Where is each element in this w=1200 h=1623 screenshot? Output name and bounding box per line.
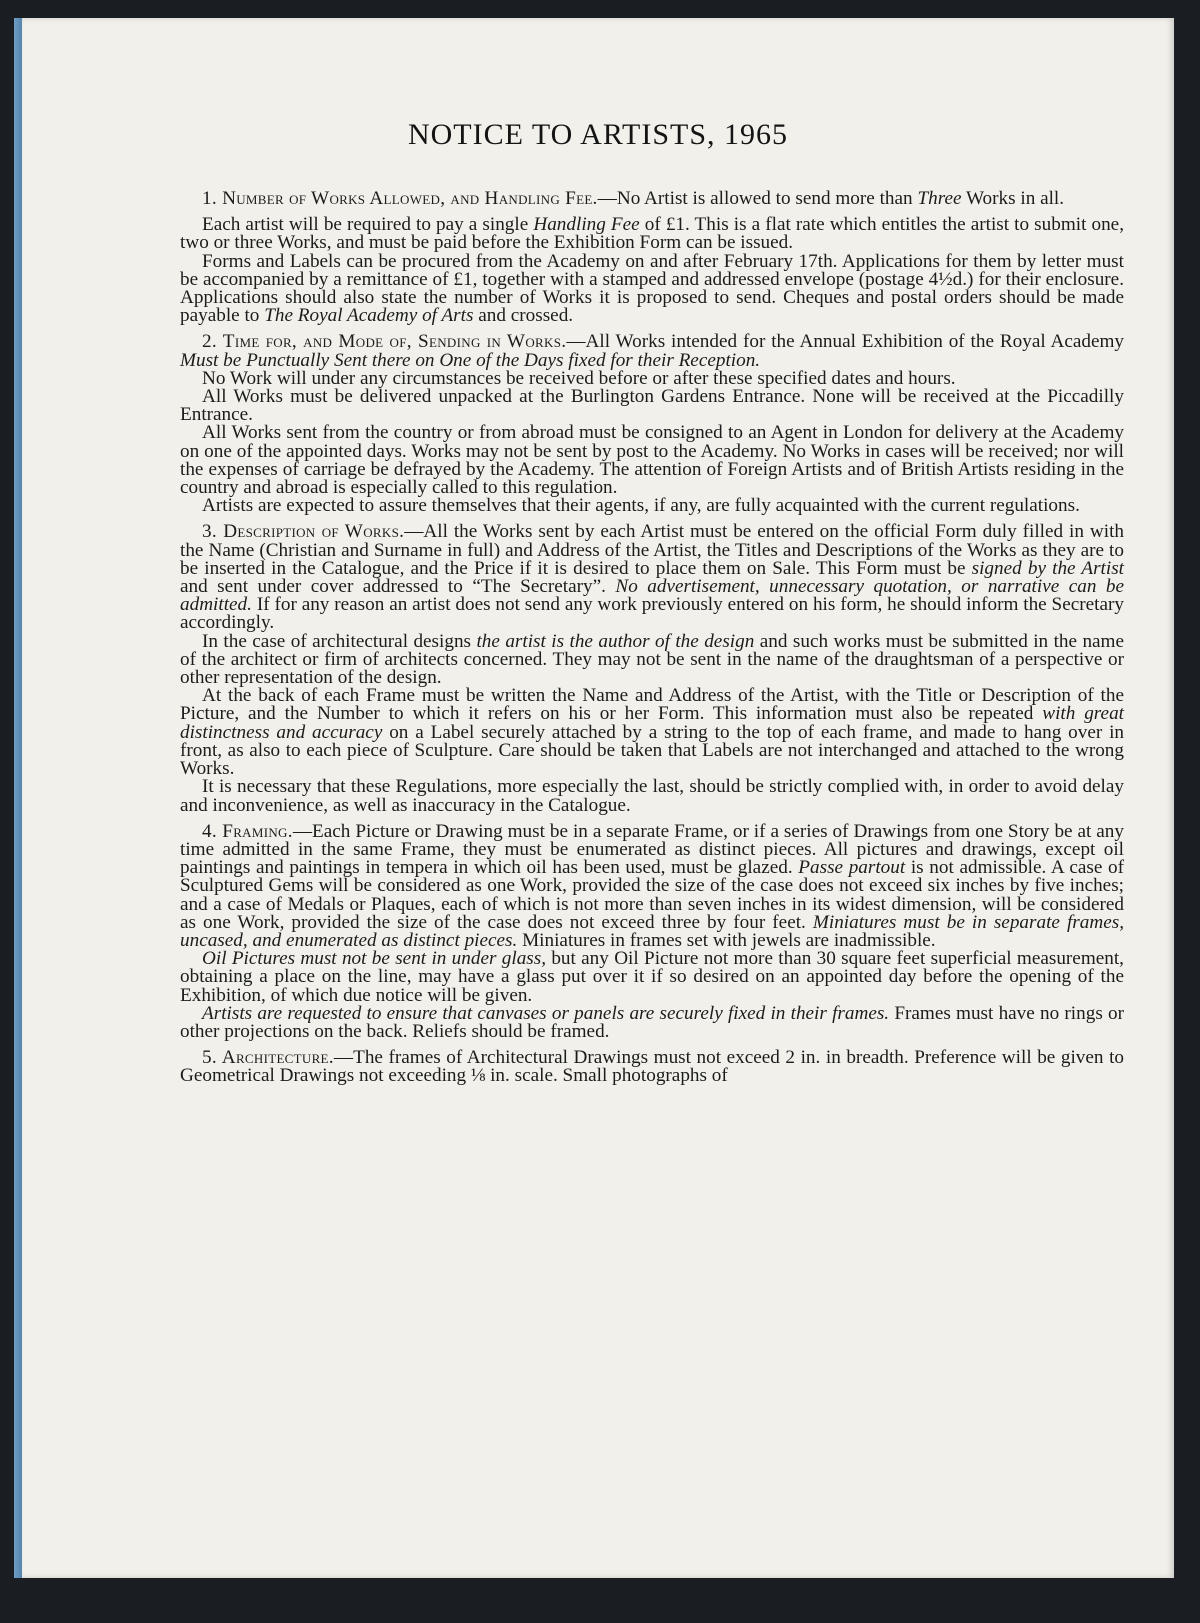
section-2-paragraph-1: 2. Time for, and Mode of, Sending in Works.—All Works intended for the Annual Exhibition of the Royal Academy Must be Punctually Sent there on One of the Days fixed for their Reception. <box>180 331 1125 371</box>
section-2-heading: 2. Time for, and Mode of, Sending in Works. <box>202 331 567 353</box>
section-1-paragraph-1: 1. Number of Works Allowed, and Handling Fee.—No Artist is allowed to send more than Three Works in all. <box>202 188 1065 209</box>
section-1-paragraph-2: Each artist will be required to pay a single Handling Fee of £1. This is a flat rate which entitles the artist to submit one, two or three Works, and must be paid before the Exhibition Form can be issued. <box>180 214 1124 254</box>
section-3-paragraph-3: At the back of each Frame must be written the Name and Address of the Artist, with the Title or Description of the Picture, and the Number to which it refers on his or her Form. This information must also be repeated with great distinctness and accuracy on a Label securely attached by a string to the top of each frame, and made to hang over in front, as also to each piece of Sculpture. Care should be taken that Labels are not interchanged and attached to the wrong Works. <box>180 685 1125 780</box>
section-2-paragraph-5: Artists are expected to assure themselves that their agents, if any, are fully acquainted with the current regulations. <box>202 495 1080 517</box>
section-1-paragraph-3: Forms and Labels can be procured from the Academy on and after February 17th. Applications for them by letter must be accompanied by a remittance of £1, together with a stamped and addressed envelope (postage 4½d.) for their enclosure. Applications should also state the number of Works it is proposed to send. Cheques and postal orders should be made payable to The Royal Academy of Arts and crossed. <box>180 250 1124 327</box>
section-2-paragraph-3: All Works must be delivered unpacked at the Burlington Gardens Entrance. None will be received at the Piccadilly Entrance. <box>180 386 1124 426</box>
section-4-paragraph-2: Oil Pictures must not be sent in under glass, but any Oil Picture not more than 30 square feet superficial measurement, obtaining a place on the line, may have a glass put over it if so desired on an appointed day before the opening of the Exhibition, of which due notice will be given. <box>180 948 1124 1006</box>
section-1-heading: 1. Number of Works Allowed, and Handling Fee. <box>202 188 598 209</box>
section-5-paragraph-1: 5. Architecture.—The frames of Architectural Drawings must not exceed 2 in. in breadth. Preference will be given to Geometrical Drawings not exceeding ⅛ in. scale. Small photographs of <box>180 1047 1124 1087</box>
section-3-paragraph-1: 3. Description of Works.—All the Works sent by each Artist must be entered on the official Form duly filled in with the Name (Christian and Surname in full) and Address of the Artist, the Titles and Descriptions of the Works as they are to be inserted in the Catalogue, and the Price if it is desired to place them on Sale. This Form must be signed by the Artist and sent under cover addressed to “The Secretary”. No advertisement, unnecessary quotation, or narrative can be admitted. If for any reason an artist does not send any work previously entered on his form, he should inform the Secretary accordingly. <box>180 521 1125 634</box>
section-4-paragraph-3: Artists are requested to ensure that canvases or panels are securely fixed in their frames. Frames must have no rings or other projections on the back. Reliefs should be framed. <box>180 1002 1124 1042</box>
section-2-paragraph-4: All Works sent from the country or from abroad must be consigned to an Agent in London for delivery at the Academy on one of the appointed days. Works may not be sent by post to the Academy. No Works in cases will be received; nor will the expenses of carriage be defrayed by the Academy. The attention of Foreign Artists and of British Artists residing in the country and abroad is especially called to this regulation. <box>180 422 1124 499</box>
document-page <box>22 18 1174 1578</box>
section-4-heading: 4. Framing. <box>202 820 293 842</box>
section-4-paragraph-1: 4. Framing.—Each Picture or Drawing must be in a separate Frame, or if a series of Drawings from one Story be at any time admitted in the same Frame, they must be enumerated as distinct pieces. All pictures and drawings, except oil paintings and paintings in tempera in which oil has been used, must be glazed. Passe partout is not admissible. A case of Sculptured Gems will be considered as one Work, provided the size of the case does not exceed six inches by five inches; and a case of Medals or Plaques, each of which is not more than seven inches in its widest dimension, will be considered as one Work, provided the size of the case does not exceed three by four feet. Miniatures must be in separate frames, uncased, and enumerated as distinct pieces. Miniatures in frames set with jewels are inadmissible. <box>180 820 1124 951</box>
section-3-paragraph-4: It is necessary that these Regulations, more especially the last, should be strictly complied with, in order to avoid delay and inconvenience, as well as inaccuracy in the Catalogue. <box>180 776 1124 816</box>
section-5-heading: 5. Architecture. <box>202 1047 334 1069</box>
section-3-paragraph-2: In the case of architectural designs the artist is the author of the design and such works must be submitted in the name of the architect or firm of architects concerned. They may not be sent in the name of the draughtsman of a perspective or other representation of the design. <box>180 630 1124 689</box>
section-3-heading: 3. Description of Works. <box>202 521 405 543</box>
page-title: NOTICE TO ARTISTS, 1965 <box>407 118 789 151</box>
notice-body <box>180 190 1124 1086</box>
section-2-paragraph-2: No Work will under any circumstances be received before or after these specified dates and hours. <box>202 367 956 389</box>
